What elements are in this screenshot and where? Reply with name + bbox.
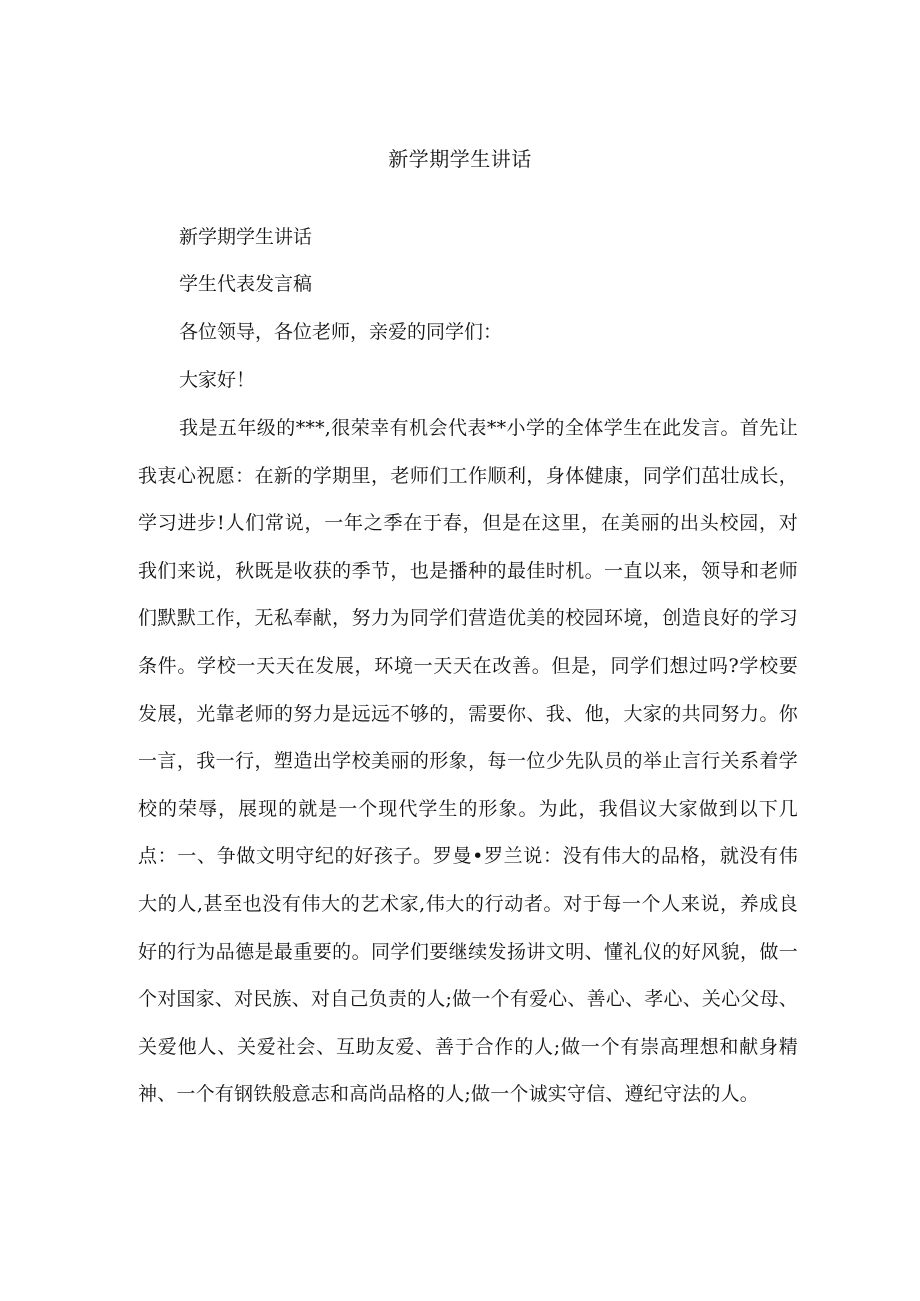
greeting-line: 大家好！ [179,369,256,391]
heading-line: 新学期学生讲话 [179,226,313,248]
salutation-line: 各位领导，各位老师，亲爱的同学们： [179,321,503,343]
subtitle-line: 学生代表发言稿 [179,273,313,295]
speech-body-paragraph: 我是五年级的***,很荣幸有机会代表**小学的全体学生在此发言。首先让我衷心祝愿：在新的学期里，老师们工作顺利，身体健康，同学们茁壮成长，学习进步!人们常说，一年之季在于春，但是在这里，在美丽的出头校园，对我们来说，秋既是收获的季节，也是播种的最佳时机。一直以来，领导和老师们默默工作，无私奉献，努力为同学们营造优美的校园环境，创造良好的学习条件。学校一天天在发展，环境一天天在改善。但是，同学们想过吗?学校要发展，光靠老师的努力是远远不够的，需要你、我、他，大家的共同努力。你一言，我一行，塑造出学校美丽的形象，每一位少先队员的举止言行关系着学校的荣辱，展现的就是一个现代学生的形象。为此，我倡议大家做到以下几点：一、争做文明守纪的好孩子。罗曼•罗兰说：没有伟大的品格，就没有伟大的人,甚至也没有伟大的艺术家,伟大的行动者。对于每一个人来说，养成良好的行为品德是最重要的。同学们要继续发扬讲文明、懂礼仪的好风貌，做一个对国家、对民族、对自己负责的人;做一个有爱心、善心、孝心、关心父母、关爱他人、关爱社会、互助友爱、善于合作的人;做一个有崇高理想和献身精神、一个有钢铁般意志和高尚品格的人;做一个诚实守信、遵纪守法的人。 [138,417,798,1106]
document-title: 新学期学生讲话 [388,147,532,171]
